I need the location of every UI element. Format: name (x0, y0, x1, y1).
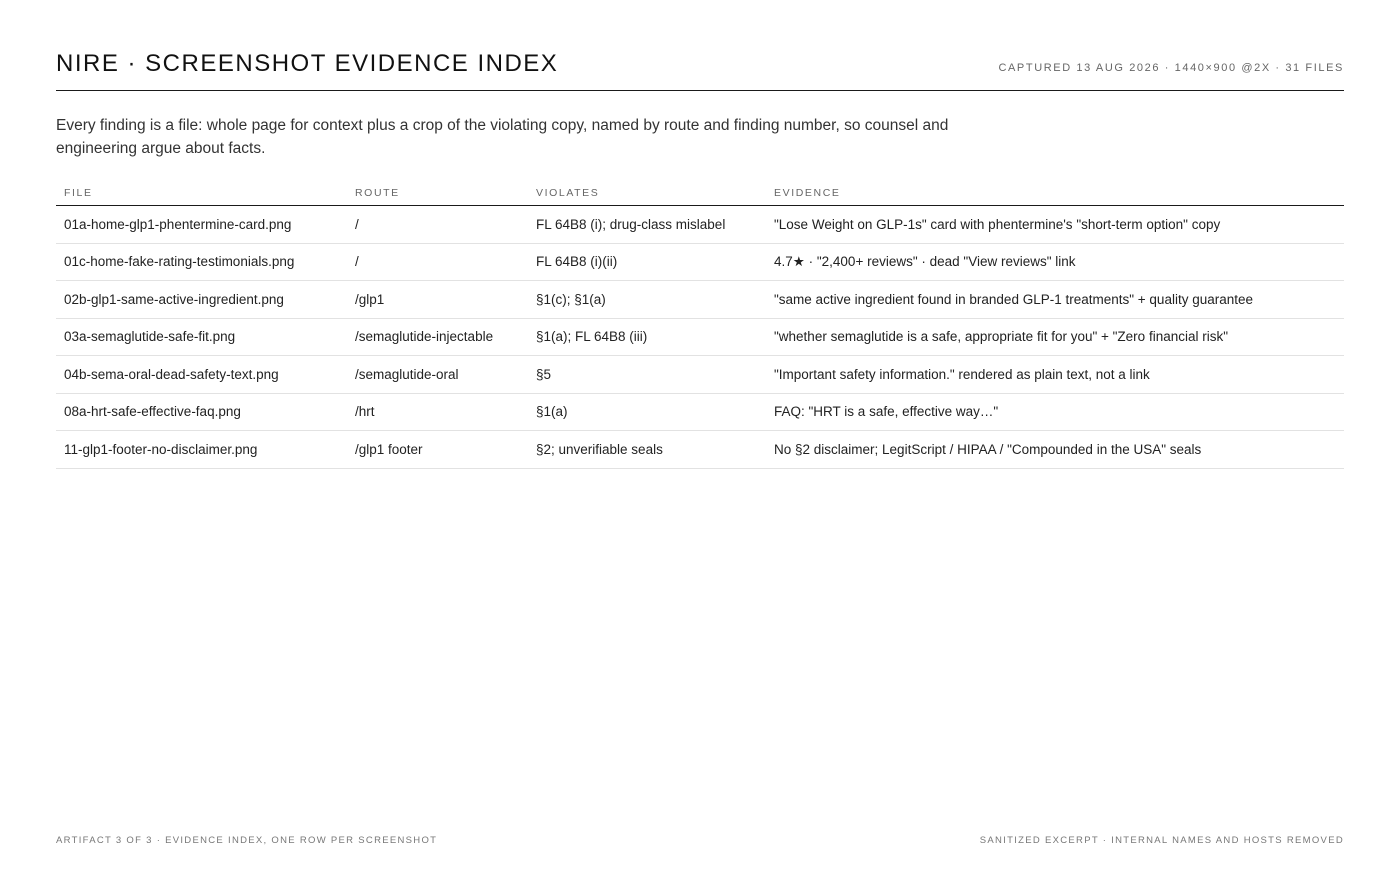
file-cell: 01c-home-fake-rating-testimonials.png (56, 243, 347, 281)
violates-cell: §2; unverifiable seals (528, 431, 766, 469)
evidence-cell: "same active ingredient found in branded GLP-1 treatments" + quality guarantee (766, 281, 1344, 319)
footer-sanitized-note: SANITIZED EXCERPT · INTERNAL NAMES AND HOSTS REMOVED (979, 835, 1344, 846)
evidence-cell: "Lose Weight on GLP-1s" card with phentermine's "short-term option" copy (766, 206, 1344, 244)
table-row (56, 281, 1344, 319)
route-cell: /semaglutide-oral (347, 356, 528, 394)
route-cell: /semaglutide-injectable (347, 318, 528, 356)
violates-cell: FL 64B8 (i)(ii) (528, 243, 766, 281)
violates-cell: §1(a); FL 64B8 (iii) (528, 318, 766, 356)
file-cell: 03a-semaglutide-safe-fit.png (56, 318, 347, 356)
route-cell: / (347, 206, 528, 244)
table-row (56, 318, 1344, 356)
table-row (56, 243, 1344, 281)
evidence-index-page (56, 0, 1344, 875)
violates-cell: FL 64B8 (i); drug-class mislabel (528, 206, 766, 244)
column-header-route: ROUTE (347, 180, 528, 206)
evidence-table (56, 180, 1344, 469)
table-row (56, 431, 1344, 469)
capture-meta: CAPTURED 13 AUG 2026 · 1440×900 @2X · 31 FILES (998, 62, 1344, 74)
route-cell: /glp1 footer (347, 431, 528, 469)
route-cell: /hrt (347, 393, 528, 431)
column-header-evidence: EVIDENCE (766, 180, 1344, 206)
page-title: NIRE · SCREENSHOT EVIDENCE INDEX (56, 50, 559, 77)
footer-artifact-note: ARTIFACT 3 OF 3 · EVIDENCE INDEX, ONE ROW PER SCREENSHOT (56, 835, 438, 846)
evidence-cell: 4.7★ · "2,400+ reviews" · dead "View reviews" link (766, 243, 1344, 281)
evidence-cell: "Important safety information." rendered as plain text, not a link (766, 356, 1344, 394)
file-cell: 04b-sema-oral-dead-safety-text.png (56, 356, 347, 394)
page-header (56, 48, 1344, 91)
table-row (56, 393, 1344, 431)
evidence-cell: FAQ: "HRT is a safe, effective way…" (766, 393, 1344, 431)
violates-cell: §1(a) (528, 393, 766, 431)
evidence-cell: No §2 disclaimer; LegitScript / HIPAA / "Compounded in the USA" seals (766, 431, 1344, 469)
violates-cell: §5 (528, 356, 766, 394)
table-header-row (56, 180, 1344, 206)
file-cell: 11-glp1-footer-no-disclaimer.png (56, 431, 347, 469)
column-header-file: FILE (56, 180, 347, 206)
file-cell: 02b-glp1-same-active-ingredient.png (56, 281, 347, 319)
table-row (56, 206, 1344, 244)
route-cell: / (347, 243, 528, 281)
column-header-violates: VIOLATES (528, 180, 766, 206)
intro-paragraph: Every finding is a file: whole page for context plus a crop of the violating copy, named by route and finding number, so counsel and engineering argue about facts. (56, 117, 949, 157)
route-cell: /glp1 (347, 281, 528, 319)
evidence-cell: "whether semaglutide is a safe, appropriate fit for you" + "Zero financial risk" (766, 318, 1344, 356)
file-cell: 01a-home-glp1-phentermine-card.png (56, 206, 347, 244)
violates-cell: §1(c); §1(a) (528, 281, 766, 319)
file-cell: 08a-hrt-safe-effective-faq.png (56, 393, 347, 431)
table-row (56, 356, 1344, 394)
